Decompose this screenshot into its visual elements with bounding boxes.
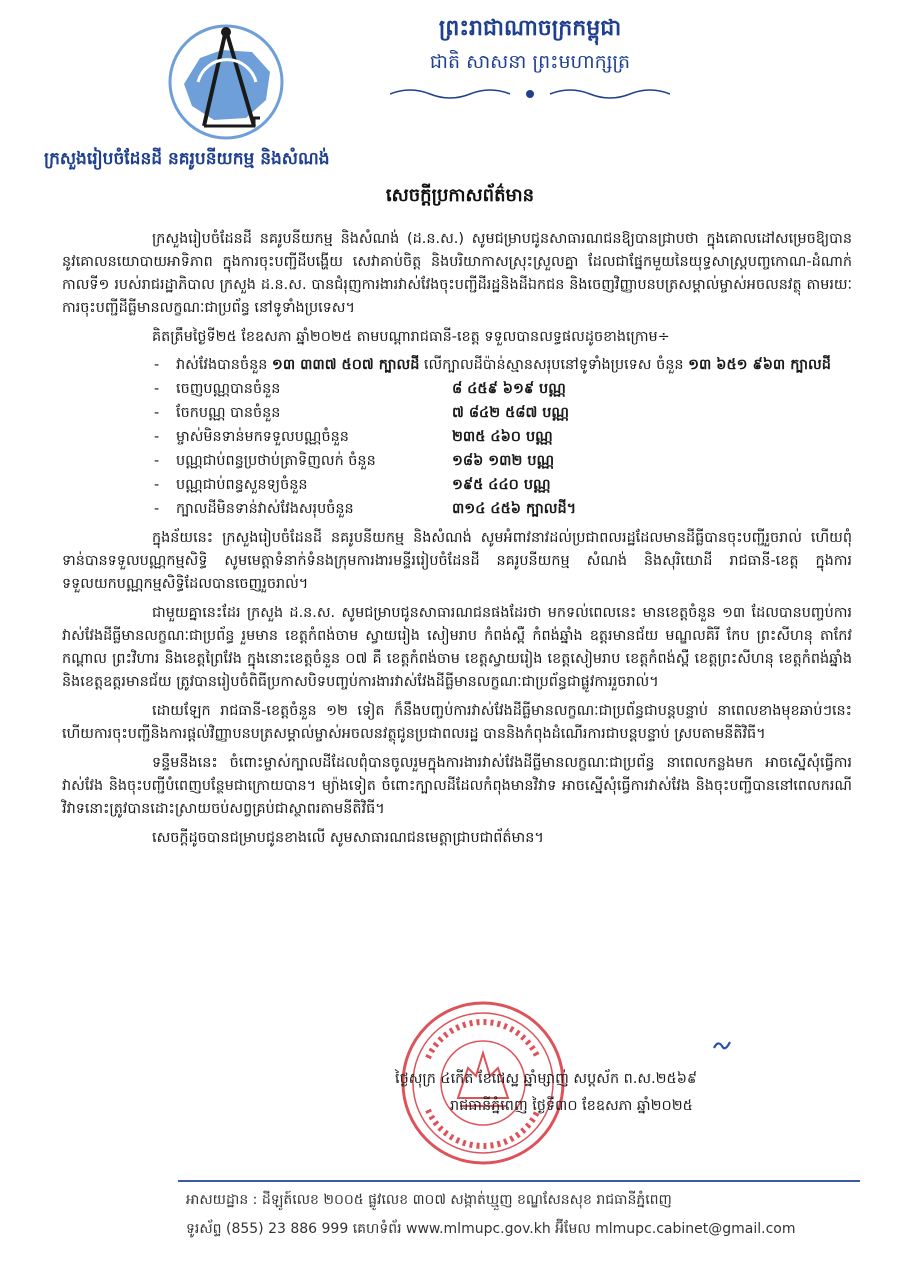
kingdom-heading: ព្រះរាជាណាចក្រកម្ពុជា — [438, 15, 622, 41]
place-and-date: រាជធានីភ្នំពេញ ថ្ងៃទី៣០ ខែឧសភា ឆ្នាំ២០២៥ — [450, 1098, 693, 1114]
intro-paragraph: ក្រសួងរៀបចំដែនដី នគរូបនីយកម្ម និងសំណង់ (ដ.ន.ស.) សូមជម្រាបជូនសាធារណជនឱ្យបានជ្រាបថា ក្នុងគោលដៅសម្រេចឱ្យបាននូវគោលនយោបាយអាទិភាព ក្នុងការចុះបញ្ជីដីបង្ហើយ សេវាគាប់ចិត្ត និងបរិយាកាសស្រុះស្រួលគ្នា ដែលជាផ្នែកមួយនៃយុទ្ធសាស្ត្របញ្ចកោណ-ដំណាក់កាលទី១ របស់រាជរដ្ឋាភិបាល ក្រសួង ដ.ន.ស. បានជំរុញការងារវាស់វែងចុះបញ្ជីដីរដ្ឋនិងដីឯកជន និងចេញវិញ្ញាបនបត្រសម្គាល់ម្ចាស់អចលនវត្ថុ តាមរយៈការចុះបញ្ជីដីធ្លីមានលក្ខណៈជាប្រព័ន្ធ នៅទូទាំងប្រទេស។ — [62, 231, 852, 316]
stat-row: - ចែកបណ្ណ បានចំនួន ៧ ៨៤២ ៥៨៧ បណ្ណ — [154, 405, 569, 421]
footer-divider — [178, 1180, 860, 1182]
stat-row: - បណ្ណជាប់ពន្ធសួនទ្យចំនួន ១៩៥ ៤៤០ បណ្ណ — [154, 477, 551, 493]
completed-provinces-paragraph: ជាមួយគ្នានេះដែរ ក្រសួង ដ.ន.ស. សូមជម្រាបជូនសាធារណជនផងដែរថា មកទល់ពេលនេះ មានខេត្តចំនួន ១៣ ដែលបានបញ្ចប់ការវាស់វែងដីធ្លីមានលក្ខណៈជាប្រព័ន្ធ រួមមាន ខេត្តកំពង់ចាម ស្វាយរៀង សៀមរាប កំពង់ស្ពឺ កំពង់ឆ្នាំង ឧត្តរមានជ័យ មណ្ឌលគិរី កែប ព្រះសីហនុ តាកែវ កណ្តាល ព្រះវិហារ និងខេត្តព្រៃវែង ក្នុងនោះខេត្តចំនួន ០៧ គឺ ខេត្តកំពង់ចាម ខេត្តស្វាយរៀង ខេត្តសៀមរាប ខេត្តកំពង់ស្ពឺ ខេត្តព្រះសីហនុ ខេត្តកំពង់ឆ្នាំង និងខេត្តឧត្តរមានជ័យ ត្រូវបានរៀបចំពិធីប្រកាសបិទបញ្ចប់ការងារវាស់វែងដីធ្លីមានលក្ខណៈជាប្រព័ន្ធជាផ្លូវការរួចរាល់។ — [62, 605, 852, 690]
stat-row: - ក្បាលដីមិនទាន់វាស់វែងសរុបចំនួន ៣១៤ ៤៥៦ ក្បាលដី។ — [154, 501, 577, 517]
late-registration-paragraph: ទន្ទឹមនឹងនេះ ចំពោះម្ចាស់ក្បាលដីដែលពុំបានចូលរួមក្នុងការងារវាស់វែងដីធ្លីមានលក្ខណៈជាប្រព័ន្ធ នាពេលកន្លងមក អាចស្នើសុំធ្វើការវាស់វែង និងចុះបញ្ជីបំពេញបន្ថែមជាក្រោយបាន។ ម្យ៉ាងទៀត ចំពោះក្បាលដីដែលកំពុងមានវិវាទ អាចស្នើសុំធ្វើការវាស់វែង និងចុះបញ្ជីបាននៅពេលករណីវិវាទនោះត្រូវបានដោះស្រាយចប់សព្វគ្រប់ជាស្ថាពរតាមនីតិវិធី។ — [62, 755, 852, 817]
document-title: សេចក្តីប្រកាសព័ត៌មាន — [385, 185, 535, 206]
document-body — [62, 228, 852, 856]
appeal-paragraph: ក្នុងន័យនេះ ក្រសួងរៀបចំដែនដី នគរូបនីយកម្ម និងសំណង់ សូមអំពាវនាវដល់ប្រជាពលរដ្ឋដែលមានដីធ្លីបានចុះបញ្ជីរួចរាល់ ហើយពុំទាន់បានទទួលបណ្ណកម្មសិទ្ធិ សូមមេត្តាទំនាក់ទំនងក្រុមការងារមន្ទីររៀបចំដែនដី នគរូបនីយកម្ម សំណង់ និងសុរិយោដី រាជធានី-ខេត្ត ក្នុងការទទួលយកបណ្ណកម្មសិទ្ធិដែលបានចេញរួចរាល់។ — [62, 530, 852, 592]
ministry-name: ក្រសួងរៀបចំដែនដី នគរូបនីយកម្ម និងសំណង់ — [44, 149, 330, 169]
statistics-list — [154, 353, 852, 521]
remaining-provinces-paragraph: ដោយឡែក រាជធានី-ខេត្តចំនួន ១២ ទៀត ក៏នឹងបញ្ចប់ការវាស់វែងដីធ្លីមានលក្ខណៈជាប្រព័ន្ធជាបន្តបន្ទាប់ នាពេលខាងមុខឆាប់ៗនេះ ហើយការចុះបញ្ជីនិងការផ្តល់វិញ្ញាបនបត្រសម្គាល់ម្ចាស់អចលនវត្ថុជូនប្រជាពលរដ្ឋ បាននិងកំពុងដំណើរការជាបន្តបន្ទាប់ ស្របតាមនីតិវិធី។ — [62, 703, 852, 742]
stat-row: - បណ្ណជាប់ពន្ធប្រថាប់ត្រាទិញលក់ ចំនួន ១៨៦ ១៣២ បណ្ណ — [154, 453, 555, 469]
stat-row: - ម្ចាស់មិនទាន់មកទទួលបណ្ណចំនួន ២៣៥ ៤៦០ បណ្ណ — [154, 429, 553, 445]
motto-ornament-icon — [390, 86, 670, 102]
lunar-date: ថ្ងៃសុក្រ ៤កើត ខែជេស្ឋ ឆ្នាំម្សាញ់ សប្តស័ក ព.ស.២៥៦៩ — [395, 1071, 698, 1087]
closing-line: សេចក្តីដូចបានជម្រាបជូនខាងលើ សូមសាធារណជនមេត្តាជ្រាបជាព័ត៌មាន។ — [152, 830, 544, 846]
initial-mark-icon — [712, 1038, 732, 1054]
stat-row: - ចេញបណ្ណបានចំនួន ៨ ៤៥៩ ៦១៩ បណ្ណ — [154, 381, 566, 397]
ministry-logo-icon — [160, 22, 292, 140]
footer-contact: ទូរស័ព្ទ (855) 23 886 999 គេហទំព័រ www.mlmupc.gov.kh អ៊ីមែល mlmupc.cabinet@gmail.com — [186, 1221, 796, 1237]
stat-measured: - វាស់វែងបានចំនួន ១៣ ៣៣៧ ៥០៧ ក្បាលដី លើក្បាលដីប៉ាន់ស្មានសរុបនៅទូទាំងប្រទេស ចំនួន ១៣ ៦៥១ ៩៦៣ ក្បាលដី — [154, 357, 831, 373]
as-of-line: គិតត្រឹមថ្ងៃទី២៥ ខែឧសភា ឆ្នាំ២០២៥ តាមបណ្តារាជធានី-ខេត្ត ទទួលបានលទ្ធផលដូចខាងក្រោម÷ — [152, 329, 670, 345]
national-motto: ជាតិ សាសនា ព្រះមហាក្សត្រ — [429, 51, 631, 73]
footer-address: អាសយដ្ឋាន : ដីឡូត៍លេខ ២០០៥ ផ្លូវលេខ ៣០៧ សង្កាត់ឃ្មួញ ខណ្ឌសែនសុខ រាជធានីភ្នំពេញ — [186, 1192, 672, 1208]
